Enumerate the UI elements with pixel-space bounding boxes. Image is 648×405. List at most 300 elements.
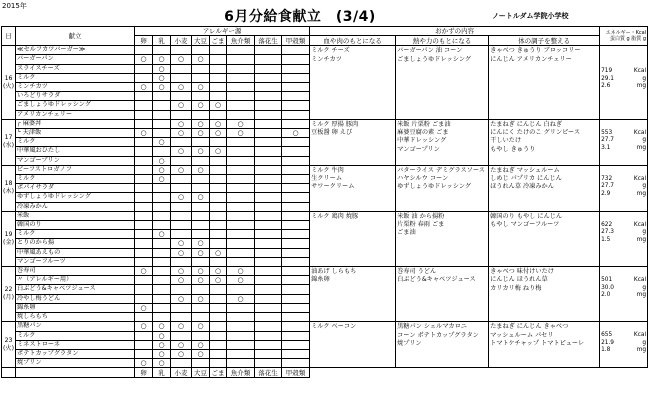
allergen-cell [255,175,282,184]
allergen-cell [282,175,310,184]
heat-cell [396,165,489,211]
allergen-mark: ○ [177,165,185,174]
allergen-cell [227,230,255,239]
allergen-cell [210,221,227,230]
menu-item-name: 〃（アレルギー用） [16,276,135,285]
allergen-mark: ○ [158,175,165,184]
body-line: たまねぎ にんじん きゃべつ [490,323,569,331]
heat-cell [396,322,489,368]
allergen-mark: ○ [177,83,185,92]
menu-item-name: とりのから揚 [16,239,135,248]
allergen-cell [210,294,227,303]
allergen-cell [282,110,310,119]
allergen-cell [255,359,282,368]
allergen-cell [255,147,282,156]
allergen-cell [135,165,153,174]
fat-value: 3.1 [601,144,611,151]
allergen-cell [255,313,282,322]
allergen-mark: ○ [197,129,204,138]
menu-item-name: ミルク [16,331,135,340]
year-label: 2015年 [2,2,27,10]
allergen-cell [255,276,282,285]
heat-line: バターライス デミグラスソース [397,166,485,174]
allergen-cell [171,64,192,73]
allergen-mark: ○ [177,294,185,303]
allergen-cell [192,46,210,55]
menu-item-name: いろどりサラダ [16,92,135,101]
allergen-cell [153,322,171,331]
okazu-header: おかずの内容 [310,27,600,36]
allergy-header: アレルギー源 [135,27,310,36]
allergen-mark: ○ [197,340,204,349]
menu-row [2,267,648,276]
allergen-cell [153,110,171,119]
body-line: トマトケチャップ トマトピューレ [490,339,585,347]
allergen-cell [135,276,153,285]
allergen-cell [282,129,310,138]
allergen-cell [282,322,310,331]
allergen-cell [255,73,282,82]
allergen-cell [192,359,210,368]
allergen-mark: ○ [158,64,165,73]
fat-line [601,145,646,153]
allergen-cell [171,147,192,156]
menu-item-name: 焼プリン [16,359,135,368]
allergen-cell [282,184,310,193]
body-line: きゃべつ 味付けいたけ [490,268,554,276]
allergen-cell [210,138,227,147]
allergen-footer: 小麦 [171,368,192,378]
day-date: 23 (火) [2,322,16,368]
allergen-mark: ○ [197,101,204,110]
footer-blank [600,368,648,378]
energy-line [601,332,646,340]
allergen-mark: ○ [140,83,147,92]
allergen-cell [171,359,192,368]
allergen-cell [153,285,171,294]
allergen-cell [227,285,255,294]
protein-unit: g [642,75,647,82]
fat-line [601,83,646,91]
allergen-mark: ○ [158,359,165,368]
allergen-mark: ○ [177,147,185,156]
heat-cell [396,267,489,322]
menu-item-name: 冷やし梅うどん [16,294,135,303]
allergen-cell [153,73,171,82]
allergen-mark: ○ [214,276,222,285]
allergen-mark: ○ [158,340,165,349]
allergen-cell [210,46,227,55]
protein-value: 29.1 [601,75,614,82]
fat-unit: mg [636,236,647,243]
allergen-cell [282,147,310,156]
allergen-cell [227,119,255,128]
menu-table [1,26,648,378]
heat-line: 黒糖パン シェルマカロニ [397,323,467,331]
menu-item-name: ミルク [16,175,135,184]
heat-line: バーガーパン 油 コーン [397,47,463,55]
allergen-cell [210,248,227,257]
menu-item-name: 中華風おひたし [16,147,135,156]
heat-header: 熱や力のもとになる [396,36,489,46]
allergen-cell [210,92,227,101]
allergen-cell [192,110,210,119]
body-line: もやし マンゴーフルーツ [490,221,560,229]
allergen-cell [192,340,210,349]
allergen-cell [282,359,310,368]
allergen-cell [171,230,192,239]
allergen-cell [227,83,255,92]
allergen-cell [210,276,227,285]
allergen-footer: 乳 [153,368,171,378]
heat-line: 米飯 油 から揚粉 [397,212,445,220]
allergen-cell [135,46,153,55]
allergen-cell [153,184,171,193]
allergen-cell [135,156,153,165]
allergen-header: 落花生 [255,36,282,46]
allergen-cell [227,64,255,73]
allergen-cell [135,193,153,202]
allergen-cell [171,221,192,230]
allergen-cell [135,267,153,276]
allergen-cell [210,267,227,276]
allergen-cell [210,193,227,202]
footer-blank [16,368,135,378]
body-line: 干しいたけ [490,137,522,145]
heat-cell [396,211,489,266]
allergen-mark: ○ [177,101,185,110]
allergen-cell [282,349,310,358]
allergen-cell [192,55,210,64]
energy-line [601,176,646,184]
allergen-cell [255,184,282,193]
allergen-mark: ○ [158,73,165,82]
allergen-cell [171,239,192,248]
nutrition-cell [600,165,648,211]
body-line: きゃべつ きゅうり ブロッコリー [490,47,581,55]
allergen-cell [135,92,153,101]
allergen-cell [192,331,210,340]
allergen-cell [255,221,282,230]
page-title: 6月分給食献立 (3/4) [224,9,376,25]
heat-line: ゆずしょうゆドレッシング [397,183,471,191]
allergen-cell [135,340,153,349]
allergen-cell [282,156,310,165]
allergen-cell [192,156,210,165]
allergen-mark: ○ [197,193,204,202]
allergen-cell [135,147,153,156]
allergen-cell [210,184,227,193]
allergen-cell [153,248,171,257]
energy-unit: Kcal [633,129,647,136]
menu-header: 献立 [16,27,135,46]
allergen-cell [153,267,171,276]
energy-unit: Kcal [633,221,647,228]
protein-unit: g [642,183,647,190]
allergen-cell [282,202,310,211]
allergen-cell [135,349,153,358]
protein-value: 27.7 [601,137,614,144]
allergen-cell [153,147,171,156]
allergen-mark: ○ [214,119,222,128]
allergen-cell [135,129,153,138]
heat-line: 片栗粉 春雨 ごま [397,221,445,229]
allergen-cell [210,211,227,220]
menu-item-name: ミルク [16,138,135,147]
allergen-cell [227,267,255,276]
allergen-cell [153,138,171,147]
allergen-cell [135,202,153,211]
allergen-cell [282,101,310,110]
allergen-cell [227,175,255,184]
allergen-cell [210,101,227,110]
fat-value: 1.8 [601,347,611,354]
allergen-cell [255,211,282,220]
allergen-cell [210,322,227,331]
heat-line: 米飯 片栗粉 ごま油 [397,120,451,128]
allergen-mark: ○ [140,129,147,138]
allergen-cell [171,313,192,322]
allergen-cell [153,221,171,230]
energy-line [601,222,646,230]
allergen-cell [227,221,255,230]
allergen-cell [227,101,255,110]
allergen-mark: ○ [158,165,165,174]
allergen-cell [282,138,310,147]
allergen-mark: ○ [237,119,244,128]
allergen-mark: ○ [197,165,204,174]
allergen-mark: ○ [197,322,204,331]
allergen-mark: ○ [177,340,185,349]
allergen-cell [153,202,171,211]
allergen-cell [227,322,255,331]
allergen-mark: ○ [214,147,222,156]
fat-line [601,191,646,199]
allergen-cell [192,193,210,202]
body-line: 韓国のり もやし にんじん [490,212,563,220]
protein-unit: g [642,137,647,144]
allergen-cell [171,175,192,184]
allergen-footer: 落花生 [255,368,282,378]
allergen-cell [255,267,282,276]
allergen-cell [227,138,255,147]
allergen-cell [192,83,210,92]
body-line: たまねぎ マッシュルーム [490,166,560,174]
allergen-cell [255,156,282,165]
menu-item-name: マンゴープリン [16,156,135,165]
allergen-header: 甲殻類 [282,36,310,46]
allergen-cell [153,331,171,340]
allergen-cell [192,221,210,230]
allergen-mark: ○ [177,55,185,64]
allergen-mark: ○ [177,193,185,202]
body-cell [489,46,600,120]
allergen-cell [282,294,310,303]
allergen-cell [227,211,255,220]
blood-line: 錦糸卵 [311,276,330,284]
allergen-mark: ○ [237,129,244,138]
allergen-cell [282,331,310,340]
allergen-cell [227,156,255,165]
blood-cell [310,119,396,165]
allergen-cell [282,257,310,266]
allergen-cell [255,322,282,331]
allergen-cell [192,349,210,358]
allergen-cell [227,193,255,202]
allergen-cell [192,248,210,257]
body-line: にんじん ほうれん草 [490,276,548,284]
allergen-cell [282,119,310,128]
energy-value: 622 [601,221,613,228]
allergen-mark: ○ [140,322,147,331]
menu-item-name: バーガーパン [16,55,135,64]
allergen-cell [282,239,310,248]
allergen-cell [153,92,171,101]
allergen-cell [210,359,227,368]
energy-value: 655 [601,332,613,339]
fat-unit: mg [636,292,647,299]
allergen-cell [153,349,171,358]
allergen-cell [282,313,310,322]
allergen-cell [210,119,227,128]
allergen-cell [192,175,210,184]
allergen-cell [227,294,255,303]
fat-unit: mg [636,190,647,197]
energy-unit: Kcal [633,332,647,339]
body-line: にんじん アメリカンチェリー [490,55,572,63]
allergen-cell [171,110,192,119]
blood-cell [310,165,396,211]
protein-line [601,340,646,348]
allergen-cell [153,165,171,174]
allergen-cell [210,313,227,322]
allergen-cell [227,239,255,248]
allergen-cell [153,230,171,239]
allergen-cell [227,349,255,358]
allergen-cell [153,276,171,285]
menu-item-name: マンゴーフルーツ [16,257,135,266]
allergen-cell [282,46,310,55]
protein-value: 30.0 [601,284,614,291]
allergen-cell [255,202,282,211]
allergen-footer: 甲殻類 [282,368,310,378]
allergen-mark: ○ [140,359,147,368]
allergen-cell [255,92,282,101]
allergen-cell [135,138,153,147]
body-cell [489,267,600,322]
allergen-cell [255,64,282,73]
blood-cell [310,322,396,368]
allergen-cell [255,138,282,147]
allergen-cell [171,257,192,266]
allergen-cell [282,303,310,312]
body-line: ほうれん草 冷凍みかん [490,183,554,191]
allergen-cell [282,248,310,257]
allergen-cell [210,156,227,165]
allergen-mark: ○ [140,303,147,312]
allergen-cell [210,331,227,340]
allergen-cell [171,349,192,358]
allergen-cell [171,211,192,220]
allergen-mark: ○ [197,119,204,128]
menu-item-name: 黒糖パン [16,322,135,331]
blood-cell [310,211,396,266]
day-date: 16 (火) [2,46,16,120]
allergen-mark: ○ [197,349,204,358]
allergen-cell [153,340,171,349]
allergen-cell [153,294,171,303]
blood-line: 油あげ しらもち [311,268,357,276]
fat-line [601,237,646,245]
allergen-cell [192,294,210,303]
allergen-cell [282,276,310,285]
allergen-cell [255,331,282,340]
fat-value: 1.5 [601,236,611,243]
allergen-cell [282,340,310,349]
allergen-cell [210,110,227,119]
day-date: 17 (水) [2,119,16,165]
allergen-mark: ○ [158,83,165,92]
allergen-cell [210,147,227,156]
allergen-cell [210,349,227,358]
energy-unit: Kcal [633,175,647,182]
allergen-mark: ○ [197,267,204,276]
allergen-header: 大豆 [192,36,210,46]
allergen-cell [192,147,210,156]
menu-item-name: 白ぶどう&キャベツジュース [16,285,135,294]
allergen-footer: ごま [211,368,225,377]
allergen-cell [255,119,282,128]
allergen-cell [171,248,192,257]
allergen-cell [171,129,192,138]
allergen-header: 卵 [135,36,153,46]
menu-item-name: ごましょうゆドレッシング [16,101,135,110]
heat-line: ごま油 [397,229,416,237]
allergen-cell [135,83,153,92]
nutrition-cell [600,322,648,368]
body-cell [489,119,600,165]
allergen-cell [171,119,192,128]
allergen-cell [255,285,282,294]
allergen-cell [135,73,153,82]
allergen-cell [255,230,282,239]
allergen-cell [192,92,210,101]
allergen-cell [227,129,255,138]
allergen-cell [135,55,153,64]
allergen-cell [135,101,153,110]
allergen-cell [153,257,171,266]
protein-line [601,229,646,237]
energy-value: 719 [601,68,613,75]
allergen-cell [135,184,153,193]
allergen-cell [227,202,255,211]
menu-row [2,165,648,174]
allergen-cell [171,340,192,349]
menu-item-name: 中華風あえもの [16,248,135,257]
heat-line: ハヤシルウ コーン [397,175,449,183]
allergen-cell [153,211,171,220]
blood-line: ミルク 鶏肉 焼豚 [311,212,359,220]
allergen-mark: ○ [177,322,185,331]
allergen-cell [282,92,310,101]
allergen-mark: ○ [237,267,244,276]
blood-line: ミルク 厚揚 豚肉 [311,120,359,128]
allergen-cell [282,267,310,276]
fat-value: 2.0 [601,292,611,299]
allergen-cell [135,331,153,340]
allergen-cell [227,73,255,82]
allergen-mark: ○ [158,322,165,331]
